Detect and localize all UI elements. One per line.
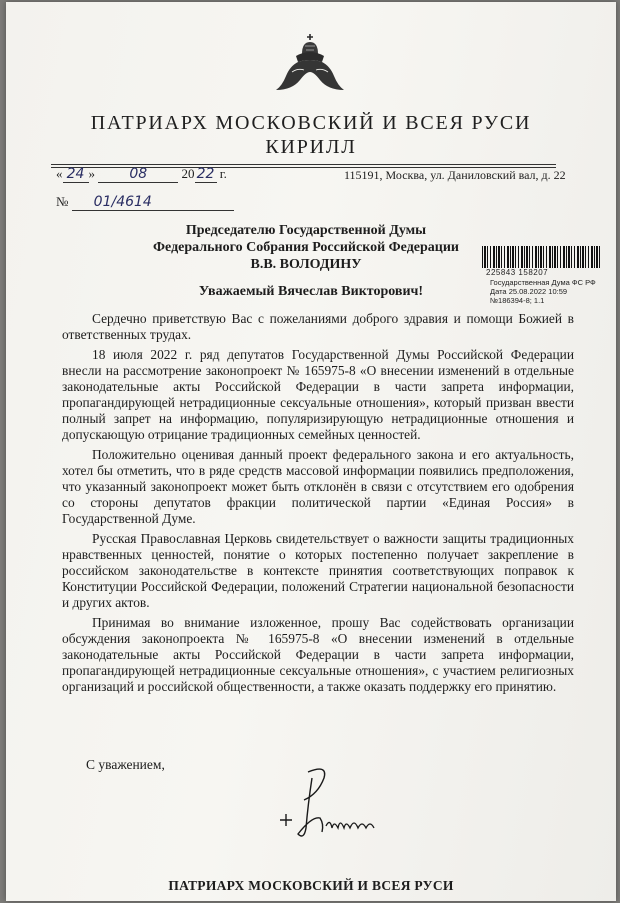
addressee-block bbox=[126, 222, 486, 273]
body-paragraph: Принимая во внимание изложенное, прошу Вас содействовать организации обсуждения законопроекта № 165975-8 «О внесении изменений в отдельные законодательные акты Российской Федерации в части запрета информации, пропагандирующей нетрадиционные сексуальные отношения», с участием религиозных организаций и российской общественности, а также оказать поддержку его принятию. bbox=[62, 615, 574, 694]
letterhead-name: КИРИЛЛ bbox=[265, 136, 357, 158]
date-day: 24 bbox=[63, 166, 89, 183]
salutation: Уважаемый Вячеслав Викторович! bbox=[198, 284, 424, 299]
signature bbox=[268, 764, 408, 844]
number-label: № bbox=[56, 194, 69, 209]
divider bbox=[51, 164, 556, 165]
patriarch-cowl-icon bbox=[272, 32, 348, 94]
barcode-number: 225843 158207 bbox=[486, 268, 549, 277]
sender-address: 115191, Москва, ул. Даниловский вал, д. 22 bbox=[344, 168, 566, 182]
closing-phrase: С уважением, bbox=[86, 757, 165, 772]
date-year-prefix: 20 bbox=[181, 166, 195, 181]
date-quote: « bbox=[56, 166, 63, 181]
stamp-line: Дата 25.08.2022 10:59 bbox=[490, 287, 568, 296]
number-value: 01/4614 bbox=[72, 194, 234, 211]
addressee-line: Федерального Собрания Российской Федерации bbox=[153, 240, 459, 255]
letter-page bbox=[6, 2, 616, 901]
date-year-suffix: 22 bbox=[195, 166, 217, 183]
body-paragraph: 18 июля 2022 г. ряд депутатов Государственной Думы Российской Федерации внесли на рассмотрение законопроект № 165975-8 «О внесении изменений в отдельные законодательные акты Российской Федерации в части запрета информации, пропагандирующей нетрадиционные сексуальные отношения», который призван ввести полный запрет на информацию, популяризирующую нетрадиционные отношения и допускающую отрицание традиционных семейных ценностей. bbox=[62, 347, 574, 442]
letterhead-title: ПАТРИАРХ МОСКОВСКИЙ И ВСЕЯ РУСИ bbox=[90, 112, 532, 134]
signatory-title: ПАТРИАРХ МОСКОВСКИЙ И ВСЕЯ РУСИ bbox=[168, 878, 454, 893]
barcode-icon bbox=[482, 246, 602, 268]
date-month: 08 bbox=[98, 166, 178, 183]
addressee-name: В.В. ВОЛОДИНУ bbox=[250, 257, 362, 272]
date-year-unit: г. bbox=[219, 166, 227, 181]
stamp-line: Государственная Дума ФС РФ bbox=[490, 278, 596, 287]
body-paragraph: Положительно оценивая данный проект федерального закона и его актуальность, хотел бы отметить, что в ряде средств массовой информации появились предположения, что указанный законопроект может быть отклонён в связи с отсутствием его одобрения со стороны депутатов фракции политической партии «Единая Россия» в Государственной Думе. bbox=[62, 447, 574, 526]
body-paragraph: Русская Православная Церковь свидетельствует о важности защиты традиционных нравственных ценностей, понятие о которых постепенно получает закрепление в российском законодательстве в контексте принятия соответствующих поправок к Конституции Российской Федерации, положений Стратегии национальной безопасности и других актов. bbox=[62, 531, 574, 610]
outgoing-number bbox=[56, 194, 234, 211]
addressee-line: Председателю Государственной Думы bbox=[185, 223, 427, 238]
date-quote: » bbox=[88, 166, 95, 181]
stamp-line: №186394-8; 1.1 bbox=[490, 296, 545, 305]
letter-date bbox=[56, 166, 227, 183]
letter-body bbox=[62, 311, 574, 699]
body-paragraph: Сердечно приветствую Вас с пожеланиями доброго здравия и помощи Божией в ответственных трудах. bbox=[62, 311, 574, 342]
